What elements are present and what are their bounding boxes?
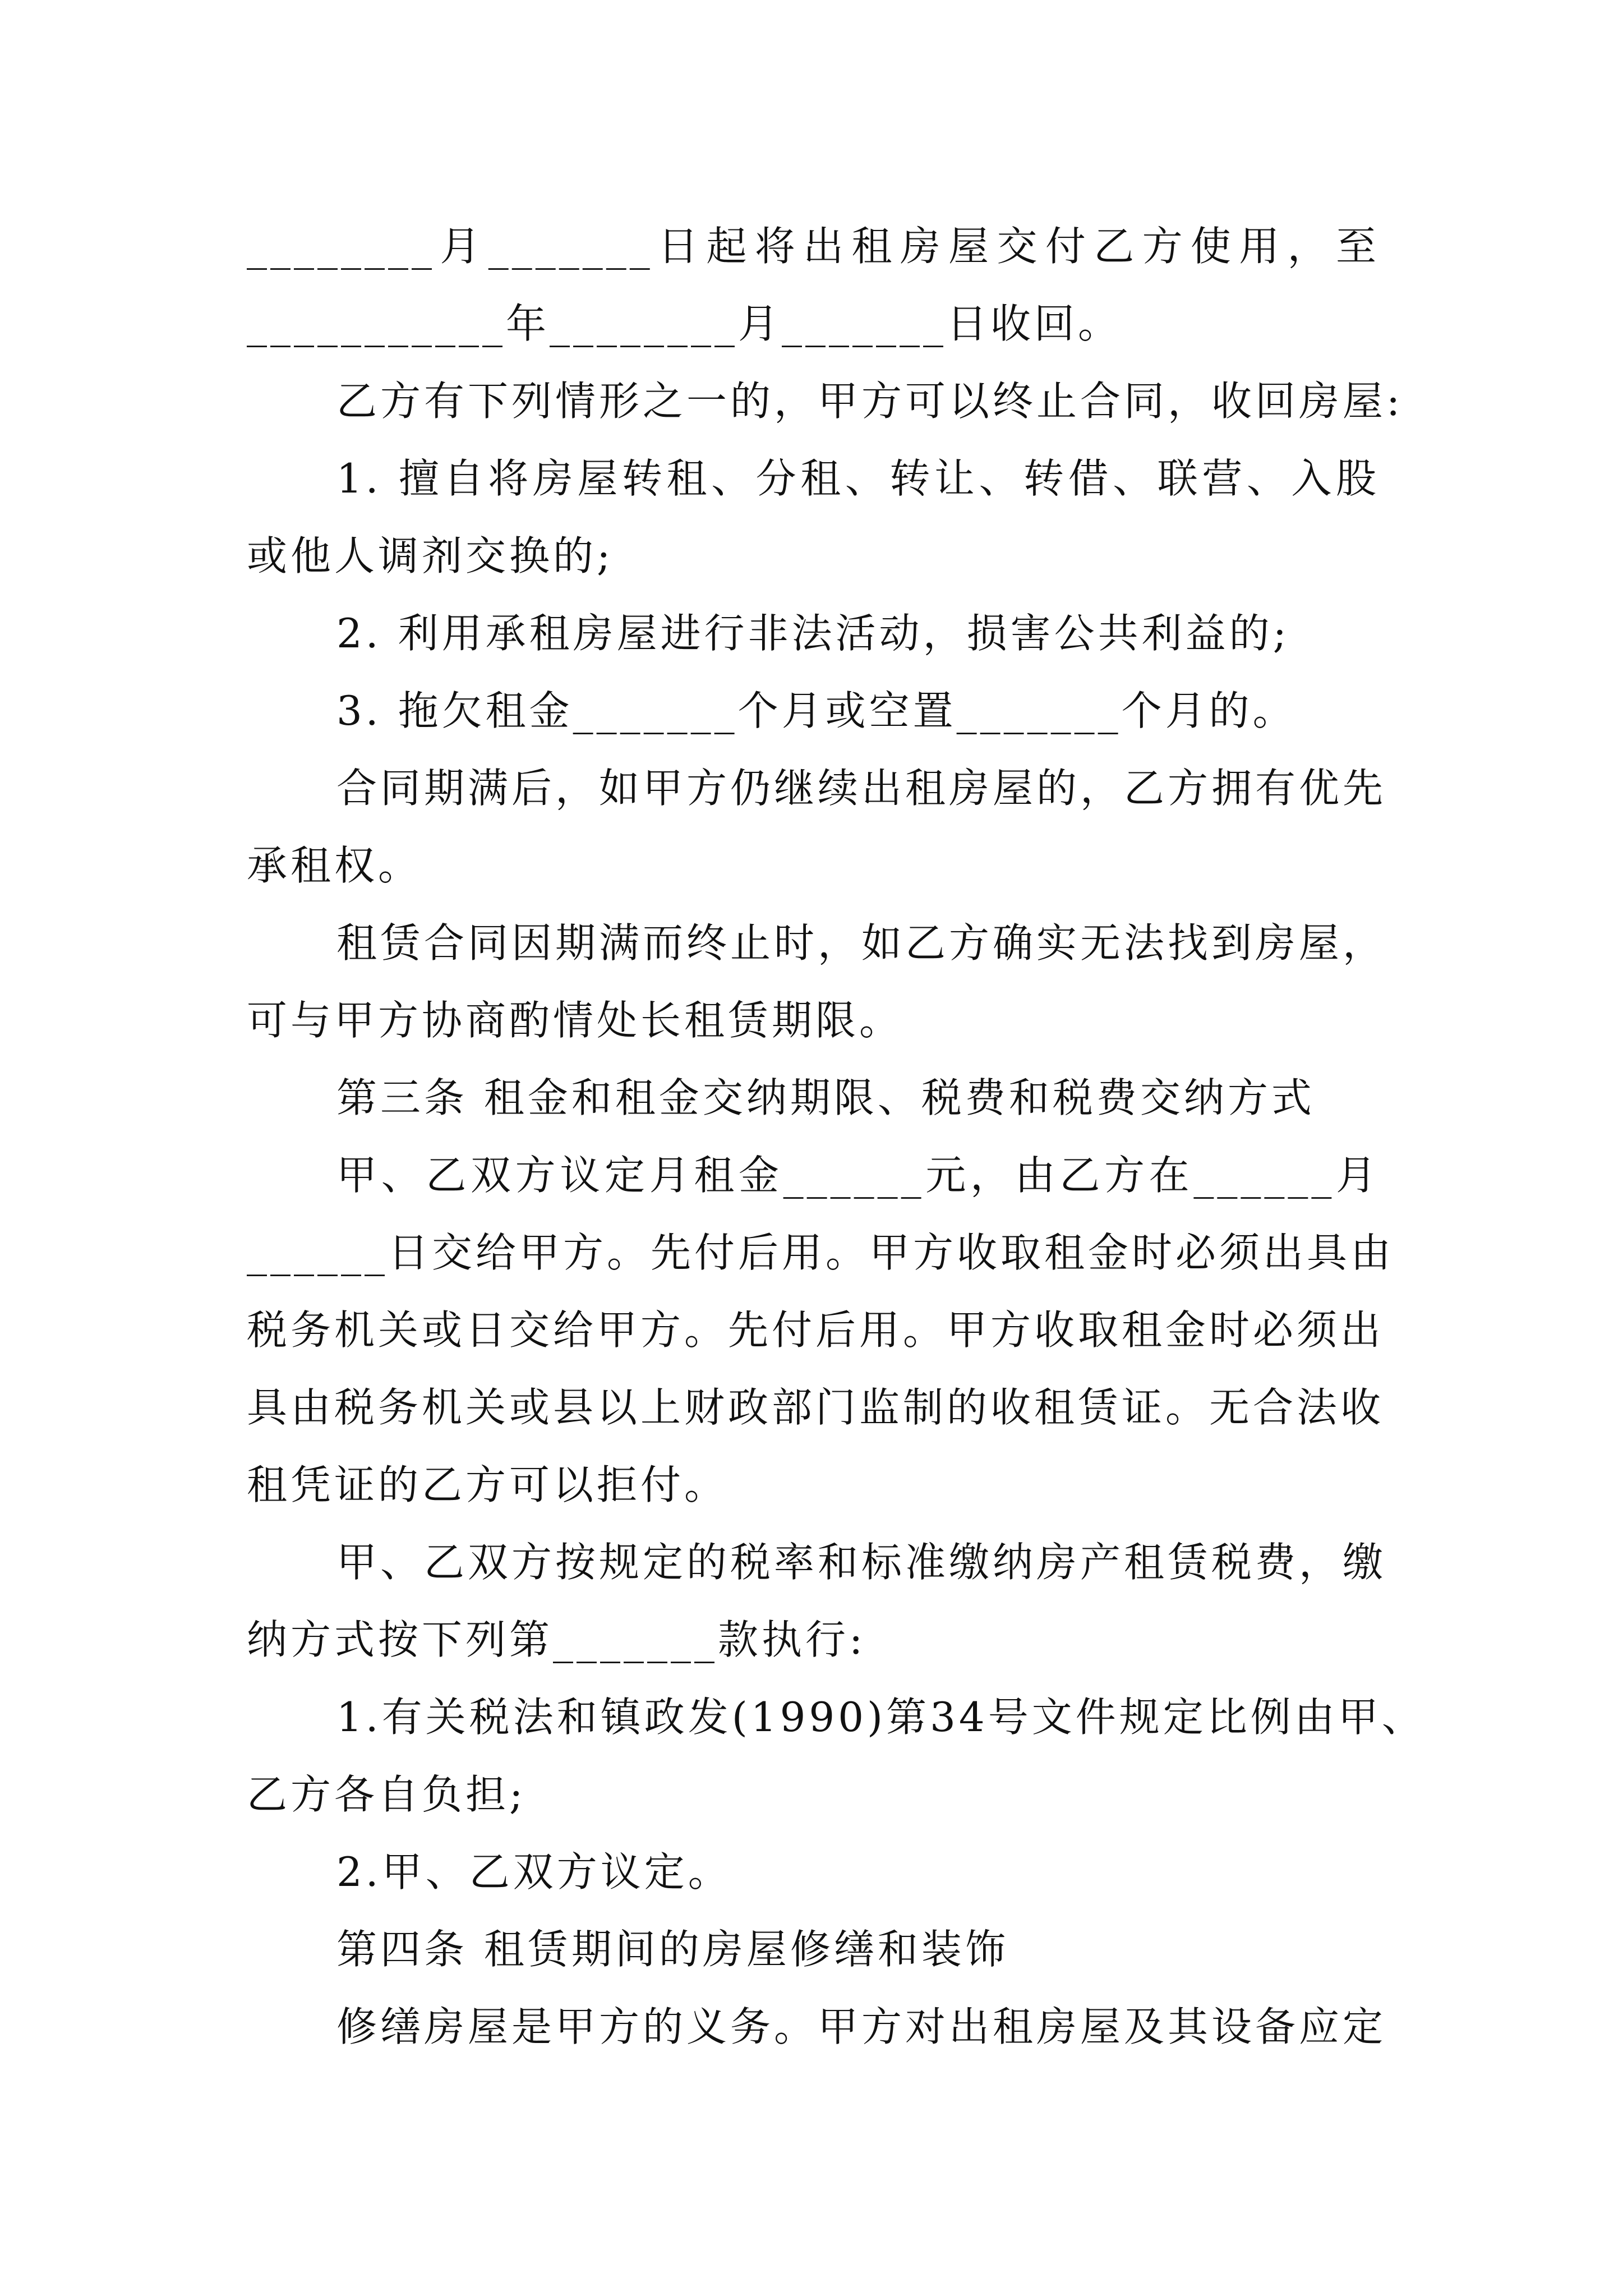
text-line: 乙方有下列情形之一的，甲方可以终止合同，收回房屋: (336, 378, 1404, 425)
text-line: 甲、乙双方按规定的税率和标准缴纳房产租赁税费，缴 (336, 1539, 1387, 1586)
document-body (247, 208, 1426, 2065)
section-heading: 第四条 租赁期间的房屋修缮和装饰 (336, 1926, 1009, 1973)
text-line: 2. 利用承租房屋进行非法活动，损害公共利益的; (336, 610, 1290, 657)
text-line: 1.有关税法和镇政发(1990)第34号文件规定比例由甲、 (336, 1694, 1426, 1741)
text-line: 3. 拖欠租金_______个月或空置_______个月的。 (336, 687, 1297, 734)
text-line: 税务机关或日交给甲方。先付后用。甲方收取租金时必须出 (247, 1306, 1385, 1354)
text-line: 合同期满后，如甲方仍继续出租房屋的，乙方拥有优先 (336, 765, 1387, 812)
text-line: 或他人调剂交换的; (247, 532, 614, 579)
section-heading: 第三条 租金和租金交纳期限、税费和税费交纳方式 (336, 1074, 1315, 1121)
text-line: 乙方各自负担; (247, 1771, 527, 1818)
text-line: 租凭证的乙方可以拒付。 (247, 1461, 728, 1508)
text-line: 承租权。 (247, 842, 422, 889)
text-line: 1. 擅自将房屋转租、分租、转让、转借、联营、入股 (336, 455, 1380, 502)
text-line: 纳方式按下列第_______款执行: (247, 1616, 866, 1663)
text-line: 修缮房屋是甲方的义务。甲方对出租房屋及其设备应定 (336, 2003, 1387, 2050)
text-line: ______日交给甲方。先付后用。甲方收取租金时必须出具由 (247, 1229, 1395, 1276)
text-line: 租赁合同因期满而终止时，如乙方确实无法找到房屋， (336, 919, 1387, 967)
text-line: 具由税务机关或县以上财政部门监制的收租赁证。无合法收 (247, 1384, 1385, 1431)
text-line: ___________年________月_______日收回。 (247, 300, 1122, 347)
text-line: ________月_______日起将出租房屋交付乙方使用，至 (247, 223, 1380, 270)
text-line: 甲、乙双方议定月租金______元，由乙方在______月 (336, 1152, 1380, 1199)
text-line: 2.甲、乙双方议定。 (336, 1848, 732, 1895)
text-line: 可与甲方协商酌情处长租赁期限。 (247, 997, 903, 1044)
